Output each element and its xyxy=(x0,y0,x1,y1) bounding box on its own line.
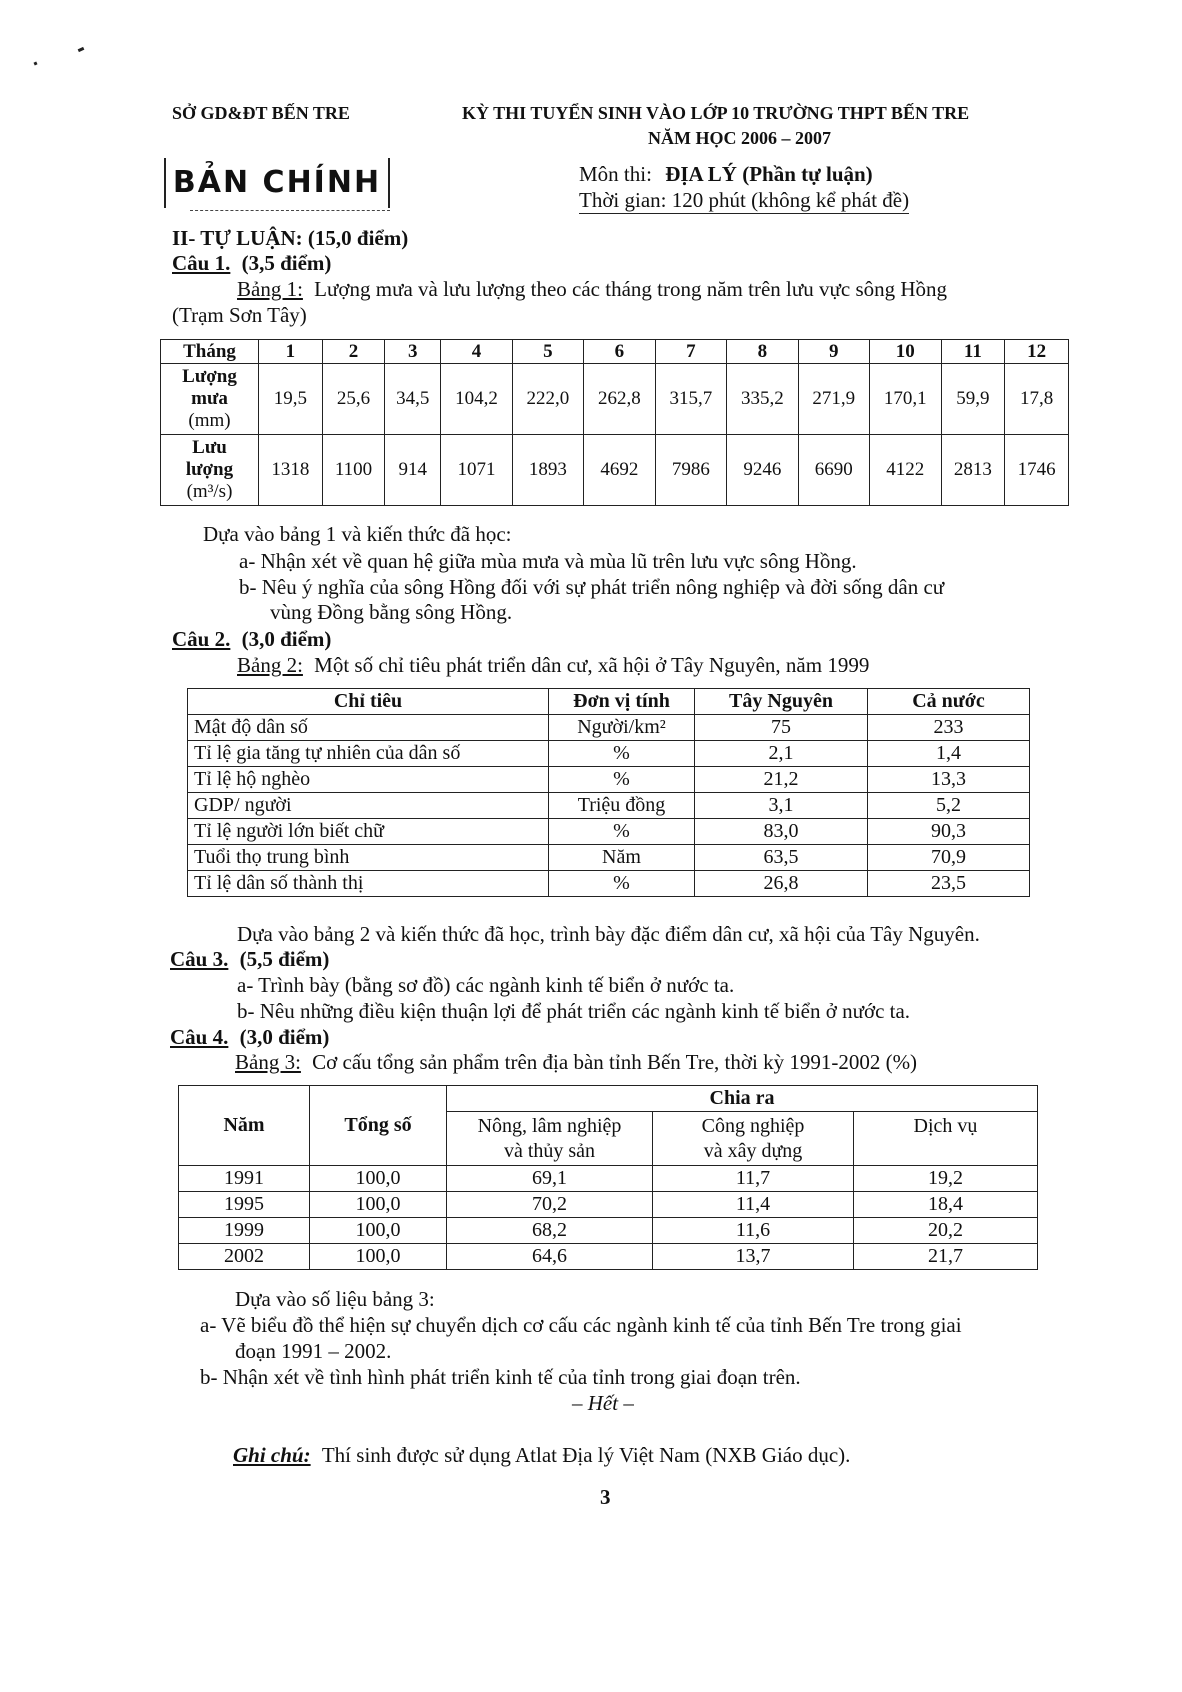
total-cell: 100,0 xyxy=(310,1166,447,1192)
agriculture-cell: 70,2 xyxy=(447,1192,653,1218)
question-2-heading xyxy=(172,627,331,652)
services-cell: 21,7 xyxy=(854,1244,1038,1270)
industry-cell: 11,6 xyxy=(653,1218,854,1244)
table-row xyxy=(188,715,1030,741)
subject-name: ĐỊA LÝ (Phần tự luận) xyxy=(665,162,873,186)
rainfall-flow-table xyxy=(160,339,1069,506)
question-3-part-a: a- Trình bày (bằng sơ đồ) các ngành kinh tế biển ở nước ta. xyxy=(237,973,735,997)
question-1-intro: Dựa vào bảng 1 và kiến thức đã học: xyxy=(203,522,512,546)
question-4-intro: Dựa vào số liệu bảng 3: xyxy=(235,1287,435,1311)
rainfall-row-label xyxy=(161,364,259,435)
rainfall-cell: 271,9 xyxy=(798,364,869,435)
total-cell: 100,0 xyxy=(310,1192,447,1218)
rainfall-cell: 34,5 xyxy=(385,364,441,435)
tay-nguyen-cell: 21,2 xyxy=(695,767,868,793)
flow-cell: 2813 xyxy=(941,435,1005,506)
services-cell: 19,2 xyxy=(854,1166,1038,1192)
unit-cell: % xyxy=(549,767,695,793)
table-1-caption-station: (Trạm Sơn Tây) xyxy=(172,303,307,327)
question-4-points: (3,0 điểm) xyxy=(239,1025,330,1049)
indicator-cell: Tỉ lệ dân số thành thị xyxy=(188,871,549,897)
indicator-cell: Tỉ lệ hộ nghèo xyxy=(188,767,549,793)
question-4-label: Câu 4. xyxy=(170,1025,229,1049)
tay-nguyen-cell: 83,0 xyxy=(695,819,868,845)
country-cell: 13,3 xyxy=(868,767,1030,793)
country-cell: 1,4 xyxy=(868,741,1030,767)
original-stamp: BẢN CHÍNH xyxy=(164,158,390,208)
school-year: NĂM HỌC 2006 – 2007 xyxy=(648,128,831,148)
tay-nguyen-cell: 75 xyxy=(695,715,868,741)
rainfall-cell: 59,9 xyxy=(941,364,1005,435)
industry-cell: 13,7 xyxy=(653,1244,854,1270)
flow-cell: 1100 xyxy=(322,435,385,506)
footnote-label: Ghi chú: xyxy=(233,1443,311,1467)
table-row xyxy=(188,767,1030,793)
header-line: Công nghiệp xyxy=(701,1114,805,1137)
question-3-label: Câu 3. xyxy=(170,947,229,971)
year-cell: 1991 xyxy=(179,1166,310,1192)
country-cell: 233 xyxy=(868,715,1030,741)
question-2-points: (3,0 điểm) xyxy=(241,627,332,651)
indicator-cell: Tuổi thọ trung bình xyxy=(188,845,549,871)
department-name: SỞ GD&ĐT BẾN TRE xyxy=(172,103,350,123)
unit-cell: % xyxy=(549,741,695,767)
month-cell: 3 xyxy=(385,340,441,364)
flow-cell: 1893 xyxy=(512,435,583,506)
month-cell: 6 xyxy=(584,340,655,364)
header-line: và xây dựng xyxy=(703,1139,803,1162)
month-header: Tháng xyxy=(161,340,259,364)
rainfall-cell: 19,5 xyxy=(259,364,323,435)
unit-header: Đơn vị tính xyxy=(549,689,695,715)
rainfall-cell: 17,8 xyxy=(1005,364,1069,435)
table-row xyxy=(179,1218,1038,1244)
month-cell: 12 xyxy=(1005,340,1069,364)
tay-nguyen-header: Tây Nguyên xyxy=(695,689,868,715)
table-row xyxy=(188,793,1030,819)
question-4-part-a: a- Vẽ biểu đồ thể hiện sự chuyển dịch cơ cấu các ngành kinh tế của tỉnh Bến Tre trong giai xyxy=(200,1313,962,1337)
month-cell: 5 xyxy=(512,340,583,364)
flow-cell: 1071 xyxy=(441,435,512,506)
agriculture-header xyxy=(447,1112,653,1166)
table-row xyxy=(188,845,1030,871)
footnote xyxy=(233,1443,850,1468)
rainfall-cell: 170,1 xyxy=(870,364,941,435)
rainfall-cell: 335,2 xyxy=(727,364,798,435)
table-1-caption xyxy=(237,277,947,302)
month-cell: 8 xyxy=(727,340,798,364)
year-cell: 1999 xyxy=(179,1218,310,1244)
question-2-task: Dựa vào bảng 2 và kiến thức đã học, trình bày đặc điểm dân cư, xã hội của Tây Nguyên. xyxy=(237,922,980,946)
country-cell: 23,5 xyxy=(868,871,1030,897)
month-cell: 2 xyxy=(322,340,385,364)
header-line: Dịch vụ xyxy=(913,1115,978,1137)
question-1-part-b-cont: vùng Đồng bằng sông Hồng. xyxy=(270,600,513,624)
flow-cell: 9246 xyxy=(727,435,798,506)
unit-cell: Triệu đồng xyxy=(549,793,695,819)
table-2-caption xyxy=(237,653,869,678)
industry-cell: 11,7 xyxy=(653,1166,854,1192)
table-row xyxy=(161,340,1069,364)
total-header: Tổng số xyxy=(310,1086,447,1166)
table-3-caption-text: Cơ cấu tổng sản phẩm trên địa bàn tỉnh Bến Tre, thời kỳ 1991-2002 (%) xyxy=(312,1050,918,1074)
table-2-ref: Bảng 2: xyxy=(237,653,303,677)
unit-cell: Người/km² xyxy=(549,715,695,741)
month-cell: 10 xyxy=(870,340,941,364)
table-row xyxy=(161,364,1069,435)
total-cell: 100,0 xyxy=(310,1244,447,1270)
month-cell: 1 xyxy=(259,340,323,364)
flow-cell: 1746 xyxy=(1005,435,1069,506)
rainfall-cell: 262,8 xyxy=(584,364,655,435)
footnote-text: Thí sinh được sử dụng Atlat Địa lý Việt Nam (NXB Giáo dục). xyxy=(321,1443,851,1467)
rainfall-cell: 104,2 xyxy=(441,364,512,435)
flow-cell: 4122 xyxy=(870,435,941,506)
rainfall-cell: 315,7 xyxy=(655,364,726,435)
unit-cell: % xyxy=(549,819,695,845)
table-row xyxy=(188,741,1030,767)
section-title: II- TỰ LUẬN: (15,0 điểm) xyxy=(172,226,409,250)
industry-cell: 11,4 xyxy=(653,1192,854,1218)
indicator-cell: GDP/ người xyxy=(188,793,549,819)
question-3-part-b: b- Nêu những điều kiện thuận lợi để phát triển các ngành kinh tế biển ở nước ta. xyxy=(237,999,911,1023)
year-header: Năm xyxy=(179,1086,310,1166)
month-cell: 7 xyxy=(655,340,726,364)
table-1-caption-text: Lượng mưa và lưu lượng theo các tháng trong năm trên lưu vực sông Hồng xyxy=(314,277,948,301)
indicator-header: Chỉ tiêu xyxy=(188,689,549,715)
scan-mark xyxy=(34,62,38,66)
header-line: và thủy sản xyxy=(503,1139,596,1162)
question-4-part-b: b- Nhận xét về tình hình phát triển kinh tế của tỉnh trong giai đoạn trên. xyxy=(200,1365,801,1389)
month-cell: 11 xyxy=(941,340,1005,364)
tay-nguyen-cell: 2,1 xyxy=(695,741,868,767)
country-header: Cả nước xyxy=(868,689,1030,715)
rainfall-label-line: mưa xyxy=(191,388,228,409)
table-3-caption xyxy=(235,1050,917,1075)
end-marker: – Hết – xyxy=(572,1391,634,1415)
question-1-part-b: b- Nêu ý nghĩa của sông Hồng đối với sự phát triển nông nghiệp và đời sống dân cư xyxy=(239,575,945,599)
table-3-ref: Bảng 3: xyxy=(235,1050,301,1074)
indicator-cell: Mật độ dân số xyxy=(188,715,549,741)
exam-duration: Thời gian: 120 phút (không kể phát đề) xyxy=(579,188,910,212)
rainfall-label-line: Lượng xyxy=(182,366,237,387)
breakdown-header: Chia ra xyxy=(447,1086,1038,1112)
industry-header xyxy=(653,1112,854,1166)
month-cell: 9 xyxy=(798,340,869,364)
population-indicators-table xyxy=(187,688,1030,897)
total-cell: 100,0 xyxy=(310,1218,447,1244)
question-3-points: (5,5 điểm) xyxy=(239,947,330,971)
country-cell: 70,9 xyxy=(868,845,1030,871)
agriculture-cell: 69,1 xyxy=(447,1166,653,1192)
page-number: 3 xyxy=(600,1485,611,1509)
table-row xyxy=(188,689,1030,715)
rainfall-unit: (mm) xyxy=(188,410,231,431)
flow-cell: 7986 xyxy=(655,435,726,506)
flow-cell: 4692 xyxy=(584,435,655,506)
subject-label: Môn thi: xyxy=(579,162,652,186)
table-row xyxy=(179,1244,1038,1270)
year-cell: 1995 xyxy=(179,1192,310,1218)
rainfall-cell: 25,6 xyxy=(322,364,385,435)
flow-label-line: Lưu xyxy=(192,437,227,458)
table-row xyxy=(179,1086,1038,1112)
question-1-label: Câu 1. xyxy=(172,251,231,275)
table-row xyxy=(179,1166,1038,1192)
table-2-caption-text: Một số chỉ tiêu phát triển dân cư, xã hội ở Tây Nguyên, năm 1999 xyxy=(314,653,870,677)
header-line: Nông, lâm nghiệp xyxy=(477,1114,622,1137)
tay-nguyen-cell: 63,5 xyxy=(695,845,868,871)
unit-cell: % xyxy=(549,871,695,897)
table-1-ref: Bảng 1: xyxy=(237,277,303,301)
unit-cell: Năm xyxy=(549,845,695,871)
indicator-cell: Tỉ lệ gia tăng tự nhiên của dân số xyxy=(188,741,549,767)
tay-nguyen-cell: 3,1 xyxy=(695,793,868,819)
month-cell: 4 xyxy=(441,340,512,364)
table-row xyxy=(161,435,1069,506)
services-header xyxy=(854,1112,1038,1166)
question-1-part-a: a- Nhận xét về quan hệ giữa mùa mưa và mùa lũ trên lưu vực sông Hồng. xyxy=(239,549,857,573)
subject-line xyxy=(579,162,873,187)
question-1-heading xyxy=(172,251,331,276)
services-cell: 18,4 xyxy=(854,1192,1038,1218)
country-cell: 5,2 xyxy=(868,793,1030,819)
question-1-points: (3,5 điểm) xyxy=(241,251,332,275)
tay-nguyen-cell: 26,8 xyxy=(695,871,868,897)
indicator-cell: Tỉ lệ người lớn biết chữ xyxy=(188,819,549,845)
flow-cell: 914 xyxy=(385,435,441,506)
exam-title: KỲ THI TUYỂN SINH VÀO LỚP 10 TRƯỜNG THPT BẾN TRE xyxy=(462,103,970,123)
services-cell: 20,2 xyxy=(854,1218,1038,1244)
agriculture-cell: 68,2 xyxy=(447,1218,653,1244)
scan-mark xyxy=(78,47,85,52)
stamp-underline xyxy=(190,210,390,211)
country-cell: 90,3 xyxy=(868,819,1030,845)
table-row xyxy=(188,871,1030,897)
flow-unit: (m³/s) xyxy=(186,481,233,502)
flow-row-label xyxy=(161,435,259,506)
flow-cell: 6690 xyxy=(798,435,869,506)
question-4-heading xyxy=(170,1025,329,1050)
flow-label-line: lượng xyxy=(185,459,234,480)
year-cell: 2002 xyxy=(179,1244,310,1270)
question-3-heading xyxy=(170,947,329,972)
question-4-part-a-cont: đoạn 1991 – 2002. xyxy=(235,1339,392,1363)
question-2-label: Câu 2. xyxy=(172,627,231,651)
flow-cell: 1318 xyxy=(259,435,323,506)
agriculture-cell: 64,6 xyxy=(447,1244,653,1270)
table-row xyxy=(179,1192,1038,1218)
economic-structure-table xyxy=(178,1085,1038,1270)
rainfall-cell: 222,0 xyxy=(512,364,583,435)
table-row xyxy=(188,819,1030,845)
